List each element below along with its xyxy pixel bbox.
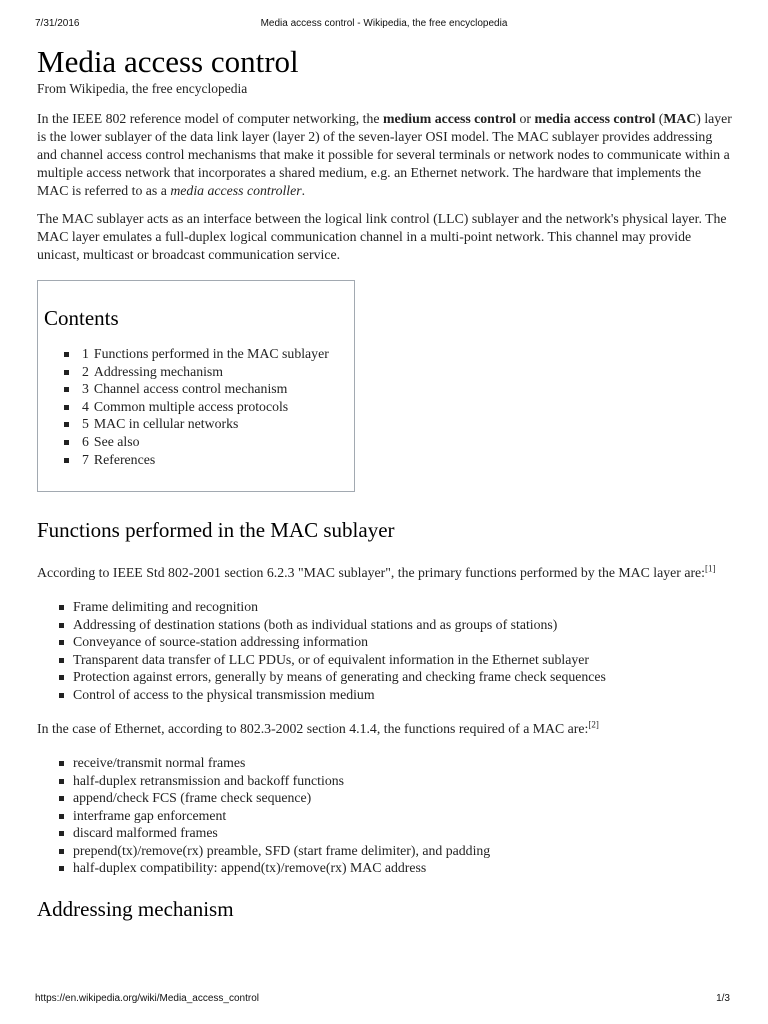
second-paragraph: The MAC sublayer acts as an interface between the logical link control (LLC) sublayer and the network's physical layer. The MAC layer emulates a full-duplex logical communication channel in a multi-point network. This channel may provide unicast, multicast or broadcast communication service. bbox=[37, 211, 727, 262]
article-title: Media access control bbox=[37, 44, 299, 79]
reference-link[interactable]: [1] bbox=[705, 563, 716, 574]
article-subtitle: From Wikipedia, the free encyclopedia bbox=[37, 81, 248, 96]
toc-number: 3 bbox=[82, 381, 89, 397]
toc-label: MAC in cellular networks bbox=[93, 416, 239, 432]
toc-number: 6 bbox=[82, 433, 89, 449]
medium-access-control-term: medium access control bbox=[382, 111, 517, 126]
toc-label: References bbox=[93, 451, 156, 467]
toc-label: Functions performed in the MAC sublayer bbox=[93, 346, 329, 361]
toc-number: 1 bbox=[82, 346, 89, 361]
print-url: https://en.wikipedia.org/wiki/Media_access_control bbox=[35, 993, 259, 1004]
intro-paragraph bbox=[37, 110, 732, 200]
section-heading-functions: Functions performed in the MAC sublayer bbox=[37, 518, 395, 542]
article-content bbox=[37, 44, 732, 923]
toc-list bbox=[44, 345, 348, 468]
print-page-number: 1/3 bbox=[716, 993, 730, 1004]
list-item: Conveyance of source-station addressing information bbox=[59, 633, 732, 651]
mac-functions-list bbox=[37, 598, 732, 703]
ethernet-intro-text: In the case of Ethernet, according to 802.3-2002 section 4.1.4, the functions required of a MAC are: bbox=[37, 721, 589, 736]
toc-item[interactable] bbox=[62, 380, 348, 398]
functions-intro bbox=[37, 564, 732, 582]
list-item: half-duplex compatibility: append(tx)/remove(rx) MAC address bbox=[59, 859, 732, 877]
intro-text: ) layer is the lower sublayer of the data link layer (layer 2) of the seven-layer OSI model. The MAC sublayer provides addressing and channel access control mechanisms that make it possible for several terminals or network nodes to communicate within a multiple access network that incorporates a shared medium, e.g. an Ethernet network. The hardware that implements the MAC is referred to as a bbox=[37, 111, 732, 198]
toc-number: 4 bbox=[82, 398, 89, 414]
media-access-controller-term: media access controller bbox=[170, 183, 302, 198]
toc-label: Addressing mechanism bbox=[93, 363, 224, 379]
list-item: Addressing of destination stations (both as individual stations and as groups of stations) bbox=[59, 616, 732, 634]
reference-link[interactable]: [2] bbox=[588, 719, 599, 730]
mac-term: MAC bbox=[663, 111, 697, 126]
toc-item[interactable] bbox=[62, 398, 348, 416]
toc-item[interactable] bbox=[62, 363, 348, 381]
toc-label: Common multiple access protocols bbox=[93, 398, 289, 414]
list-item: half-duplex retransmission and backoff functions bbox=[59, 772, 732, 790]
table-of-contents bbox=[37, 280, 355, 492]
list-item: Control of access to the physical transmission medium bbox=[59, 686, 732, 704]
toc-label: Channel access control mechanism bbox=[93, 381, 288, 397]
toc-number: 7 bbox=[82, 451, 89, 467]
toc-item[interactable] bbox=[62, 415, 348, 433]
list-item: Transparent data transfer of LLC PDUs, or of equivalent information in the Ethernet sublayer bbox=[59, 651, 732, 669]
list-item: interframe gap enforcement bbox=[59, 807, 732, 825]
functions-intro-text: According to IEEE Std 802-2001 section 6.2.3 "MAC sublayer", the primary functions performed by the MAC layer are: bbox=[37, 565, 705, 580]
intro-text: ( bbox=[655, 111, 664, 126]
toc-number: 2 bbox=[82, 363, 89, 379]
toc-item[interactable] bbox=[62, 345, 348, 363]
intro-text: or bbox=[516, 111, 535, 126]
intro-text: In the IEEE 802 reference model of computer networking, the bbox=[37, 111, 383, 126]
list-item: prepend(tx)/remove(rx) preamble, SFD (start frame delimiter), and padding bbox=[59, 842, 732, 860]
list-item: Protection against errors, generally by means of generating and checking frame check sequences bbox=[59, 668, 732, 686]
list-item: Frame delimiting and recognition bbox=[59, 598, 732, 616]
intro-text: . bbox=[301, 183, 306, 198]
ethernet-intro bbox=[37, 720, 732, 738]
ethernet-mac-functions-list bbox=[37, 754, 732, 877]
toc-label: See also bbox=[93, 433, 140, 449]
print-date: 7/31/2016 bbox=[35, 18, 80, 29]
list-item: append/check FCS (frame check sequence) bbox=[59, 789, 732, 807]
toc-number: 5 bbox=[82, 416, 89, 432]
toc-item[interactable] bbox=[62, 433, 348, 451]
print-page-title: Media access control - Wikipedia, the free encyclopedia bbox=[260, 18, 508, 29]
toc-title: Contents bbox=[44, 306, 119, 330]
toc-item[interactable] bbox=[62, 451, 348, 469]
media-access-control-term: media access control bbox=[534, 111, 656, 126]
list-item: receive/transmit normal frames bbox=[59, 754, 732, 772]
list-item: discard malformed frames bbox=[59, 824, 732, 842]
section-heading-addressing: Addressing mechanism bbox=[37, 896, 234, 921]
